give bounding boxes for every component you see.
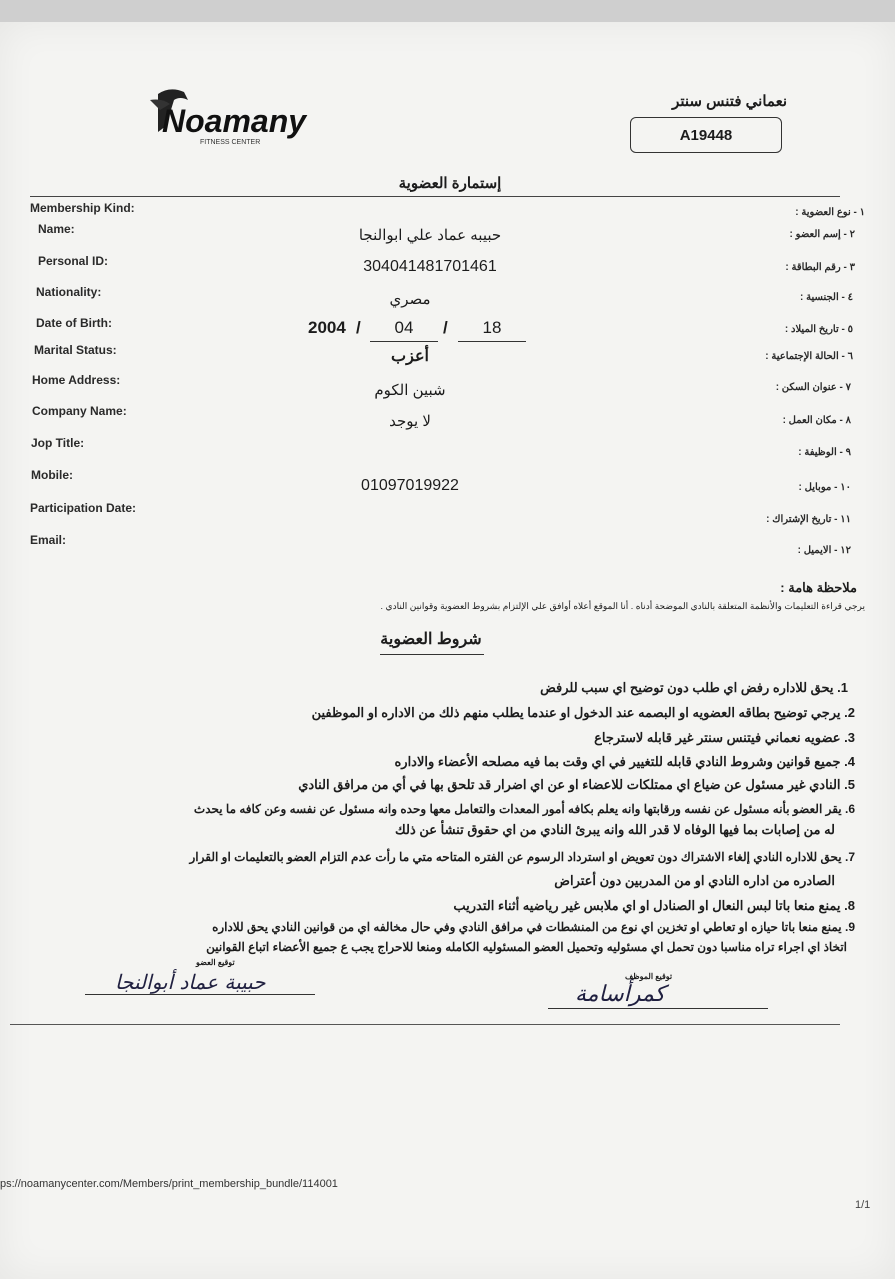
label-membership-kind-en: Membership Kind: (30, 201, 135, 215)
terms-title (376, 629, 486, 649)
term-7: 7. يحق للاداره النادي إلغاء الاشتراك دون تعويض او استرداد الرسوم عن الفتره المتاحه متي ما رأت عدم التزام العضو بالتعليمات او القرار (189, 850, 855, 864)
value-mobile: 01097019922 (361, 477, 459, 494)
form-title: إستمارة العضوية (398, 175, 502, 192)
term-1: 1. يحق للاداره رفض اي طلب دون توضيح اي سبب للرفض (540, 680, 848, 695)
center-name: نعماني فتنس سنتر (672, 93, 787, 110)
label-job-ar: ٩ - الوظيفة : (798, 447, 851, 458)
label-email-ar: ١٢ - الايميل : (797, 545, 851, 556)
form-bottom-rule (10, 1024, 840, 1025)
term-5: 5. النادي غير مسئول عن ضياع اي ممتلكات للاعضاء او عن اي اضرار قد تلحق بها في أي من مرافق النادي (298, 777, 855, 792)
label-address-ar: ٧ - عنوان السكن : (775, 382, 851, 393)
label-email-en: Email: (30, 533, 67, 547)
value-marital: أعزب (391, 348, 429, 365)
employee-signature: كمرأسامة (575, 982, 666, 1007)
employee-signature-line (548, 1008, 768, 1009)
member-signature-label: توقيع العضو (196, 958, 235, 967)
value-nationality: مصري (389, 291, 431, 308)
label-company-en: Company Name: (32, 404, 127, 418)
logo-wordmark: Noamany (162, 103, 307, 139)
label-mobile-ar: ١٠ - موبايل : (798, 482, 851, 493)
dob-month: 04 (394, 318, 414, 337)
label-nationality-ar: ٤ - الجنسية : (800, 292, 853, 303)
page-number: 1/1 (855, 1199, 871, 1211)
notes-title: ملاحظة هامة : (780, 580, 857, 595)
term-9: 9. يمنع منعا باتا حيازه او تعاطي او تخزين اي نوع من المنشطات في مرافق النادي وفي حال مخالفه اي من قوانين النادي يحق للاداره (212, 920, 855, 934)
term-3: 3. عضويه نعماني فيتنس سنتر غير قابله لاسترجاع (594, 730, 855, 745)
term-4: 4. جميع قوانين وشروط النادي قابله للتغيير في اي وقت بما فيه مصلحه الأعضاء والاداره (394, 754, 855, 769)
term-6: 6. يقر العضو بأنه مسئول عن نفسه ورقابتها وانه يعلم بكافه أمور المعدات والتعامل معها وحده وانه مسئول عن نفسه وعن كافه ما يحدث (193, 802, 855, 816)
value-name: حبيبه عماد علي ابوالنجا (358, 227, 502, 244)
label-participation-en: Participation Date: (30, 501, 137, 515)
dob-month-line (370, 341, 438, 342)
print-url: ps://noamanycenter.com/Members/print_membership_bundle/114001 (0, 1178, 338, 1190)
notes-text: يرجي قراءة التعليمات والأنظمة المتعلقة بالنادي الموضحة أدناه . أنا الموقع أعلاه أوافق علي الإلتزام بشروط العضوية وقوانين النادي . (380, 601, 865, 611)
term-2: 2. يرجي توضيح بطاقه العضويه او البصمه عند الدخول او عندما يطلب منهم ذلك من الاداره او الموظفين (311, 705, 855, 720)
value-personal-id: 304041481701461 (363, 258, 497, 275)
terms-title-underline (380, 654, 484, 655)
term-7-continued: الصادره من اداره النادي او من المدربين دون أعتراض (554, 873, 835, 888)
label-mobile-en: Mobile: (31, 468, 73, 482)
label-participation-ar: ١١ - تاريخ الإشتراك : (766, 514, 851, 525)
label-dob-en: Date of Birth: (36, 316, 112, 330)
member-signature-line (85, 994, 315, 995)
label-marital-ar: ٦ - الحالة الإجتماعية : (765, 351, 853, 362)
dob-sep-2: / (443, 318, 448, 337)
term-9-continued: اتخاذ اي اجراء تراه مناسبا دون تحمل اي مسئوليه وتحميل العضو المسئوليه الكامله ومنعا للاحراج يجب ع جميع الأعضاء اتباع القوانين (206, 940, 847, 954)
logo-subtitle: FITNESS CENTER (200, 139, 261, 146)
employee-signature-label: توقيع الموظف (625, 972, 673, 981)
label-dob-ar: ٥ - تاريخ الميلاد : (784, 324, 853, 335)
dob-sep-1: / (356, 318, 361, 337)
label-address-en: Home Address: (32, 373, 121, 387)
label-job-en: Jop Title: (31, 436, 85, 450)
label-company-ar: ٨ - مكان العمل : (782, 415, 851, 426)
header-divider (30, 196, 840, 197)
terms-title-text: شروط العضوية (380, 631, 482, 648)
label-name-en: Name: (38, 222, 75, 236)
member-code-box: A19448 (630, 117, 782, 153)
dob-row (300, 318, 530, 344)
dob-day-line (458, 341, 526, 342)
label-marital-en: Marital Status: (34, 343, 117, 357)
term-6-continued: له من إصابات بما فيها الوفاه لا قدر الله وانه يبرئ النادي من اي حقوق تنشأ عن ذلك (395, 822, 835, 837)
dob-day: 18 (482, 318, 502, 337)
value-address: شبين الكوم (374, 382, 446, 399)
label-membership-kind-ar: ١ - نوع العضوية : (795, 207, 865, 218)
label-nationality-en: Nationality: (36, 285, 102, 299)
value-company: لا يوجد (389, 413, 431, 430)
label-personal-id-en: Personal ID: (38, 254, 109, 268)
noamany-logo (140, 86, 307, 148)
term-8: 8. يمنع منعا باتا لبس النعال او الصنادل او اي ملابس غير رياضيه أثناء التدريب (453, 898, 855, 913)
label-name-ar: ٢ - إسم العضو : (789, 229, 855, 240)
member-signature: حبيبة عماد أبوالنجا (115, 970, 266, 994)
label-personal-id-ar: ٣ - رقم البطاقة : (785, 262, 855, 273)
dob-year: 2004 (308, 318, 346, 337)
